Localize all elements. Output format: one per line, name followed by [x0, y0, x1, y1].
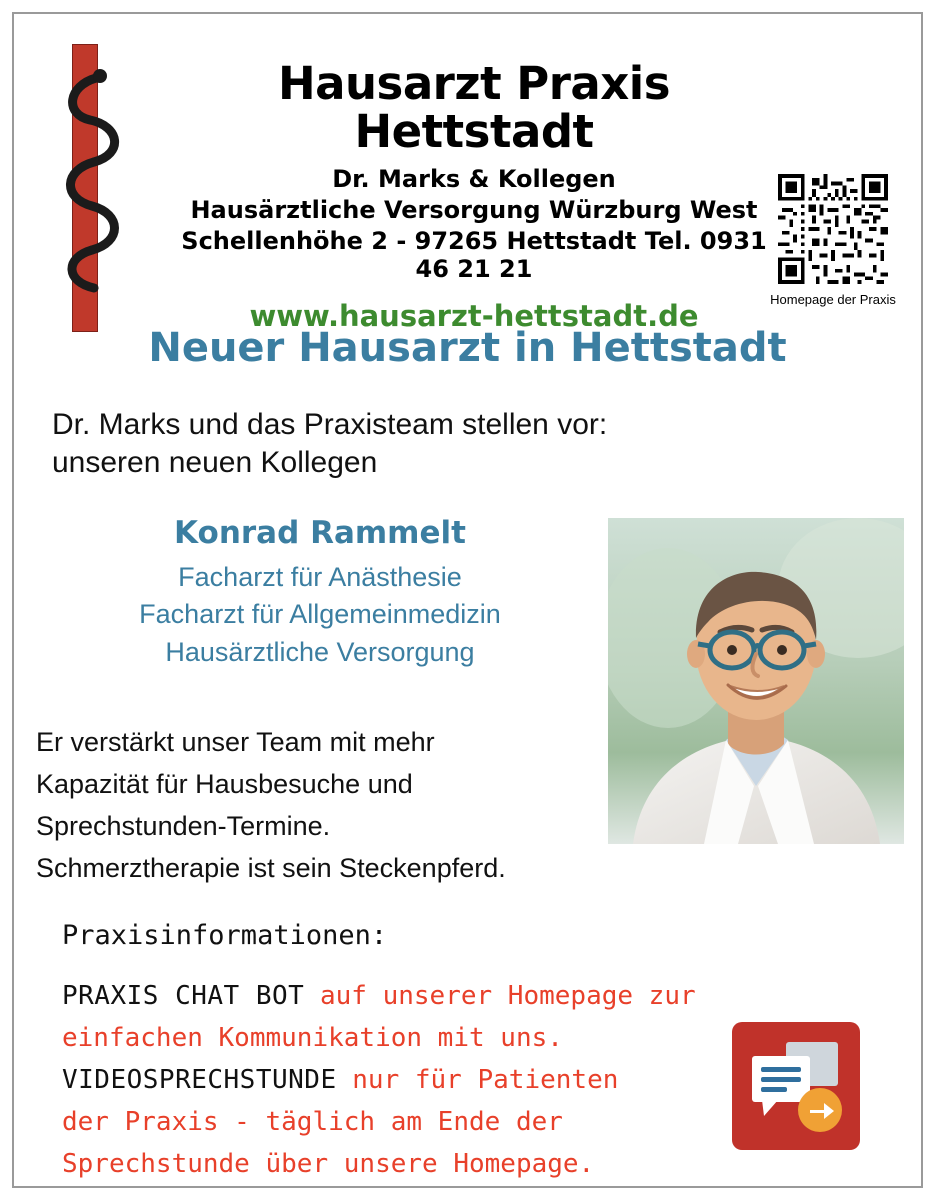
- info-item-chatbot-text-b: einfachen Kommunikation mit uns.: [62, 1023, 563, 1054]
- doctor-portrait-photo: [608, 518, 904, 844]
- intro-line-1: Dr. Marks und das Praxisteam stellen vor:: [52, 408, 608, 441]
- info-item-video-label: VIDEOSPRECHSTUNDE: [62, 1065, 337, 1096]
- doctor-name: Konrad Rammelt: [174, 515, 466, 551]
- body-line-1: Er verstärkt unser Team mit mehr: [36, 727, 435, 757]
- info-item-chatbot-label: PRAXIS CHAT BOT: [62, 981, 305, 1011]
- qr-code-icon[interactable]: [778, 174, 888, 284]
- header-section: [14, 14, 921, 334]
- qr-code-block: [763, 174, 903, 307]
- info-item-chatbot: [62, 975, 762, 1017]
- doctor-role-2: Facharzt für Allgemeinmedizin: [139, 599, 501, 630]
- chat-icon-graphic: [732, 1022, 860, 1150]
- body-line-2: Kapazität für Hausbesuche und: [36, 768, 413, 799]
- body-paragraph: [36, 722, 616, 889]
- intro-text: [52, 406, 812, 483]
- info-item-video: [62, 1059, 762, 1101]
- page-headline: Neuer Hausarzt in Hettstadt: [148, 325, 787, 371]
- body-line-4: Schmerztherapie ist sein Steckenpferd.: [36, 852, 506, 883]
- info-item-chatbot-text-a: auf unserer Homepage zur: [304, 981, 696, 1011]
- aesculap-staff-logo: [44, 36, 154, 336]
- chat-bubbles-forward-icon[interactable]: [732, 1022, 860, 1150]
- practice-doctor-line: Dr. Marks & Kollegen: [332, 165, 616, 194]
- practice-website-link[interactable]: www.hausarzt-hettstadt.de: [249, 299, 699, 334]
- practice-address-line: Schellenhöhe 2 - 97265 Hettstadt Tel. 0931 46 21 21: [181, 227, 767, 284]
- info-item-video-text-b: der Praxis - täglich am Ende der: [62, 1107, 563, 1138]
- logo-snake-icon: [50, 66, 136, 306]
- practice-care-line: Hausärztliche Versorgung Würzburg West: [190, 196, 758, 225]
- info-item-video-text-a: nur für Patienten: [336, 1065, 619, 1096]
- body-line-3: Sprechstunden-Termine.: [36, 810, 331, 841]
- doctor-role-1: Facharzt für Anästhesie: [178, 562, 462, 592]
- portrait-illustration: [608, 518, 904, 844]
- doctor-role-3: Hausärztliche Versorgung: [165, 636, 475, 667]
- praxisinformationen-heading: Praxisinformationen:: [62, 920, 388, 951]
- praxisinformationen-list: [62, 975, 762, 1186]
- practice-title: Hausarzt Praxis Hettstadt: [277, 57, 671, 158]
- logo-snake-head: [93, 69, 107, 83]
- practice-titleblock: [164, 57, 784, 334]
- intro-line-2: unseren neuen Kollegen: [52, 446, 378, 480]
- doctor-info-block: [60, 515, 580, 671]
- qr-caption: Homepage der Praxis: [770, 292, 896, 307]
- info-item-video-text-c: Sprechstunde über unsere Homepage.: [62, 1149, 595, 1180]
